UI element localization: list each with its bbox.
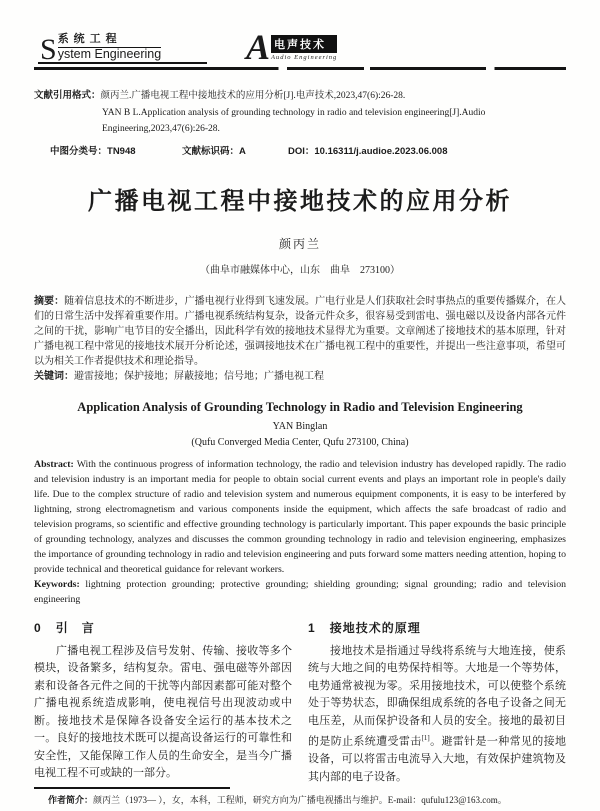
section-number: 0 [34, 620, 42, 635]
section-number: 1 [308, 620, 316, 635]
column-name [58, 30, 162, 61]
body-columns [34, 617, 566, 787]
citation-cn-text: 颜丙兰.广播电视工程中接地技术的应用分析[J].电声技术,2023,47(6):26-28. [100, 91, 406, 101]
header-divider [34, 67, 566, 70]
journal-name-en: Audio Engineering [271, 54, 338, 61]
section-title: 引 言 [55, 620, 95, 635]
document-code-label: 文献标识码： [182, 145, 240, 157]
journal-name [271, 35, 337, 61]
paper-title-cn: 广播电视工程中接地技术的应用分析 [88, 187, 512, 215]
doi [288, 143, 448, 157]
abstract-en-label: Abstract: [34, 458, 77, 470]
section-title: 接地技术的原理 [329, 620, 421, 635]
affiliation-en: (Qufu Converged Media Center, Qufu 273100, China) [191, 436, 409, 448]
abstract-cn [34, 294, 566, 369]
classification-row [34, 143, 566, 157]
journal-logo-letter-icon: A [246, 27, 269, 68]
section-paragraph: 广播电视工程涉及信号发射、传输、接收等多个模块，设备繁多，结构复杂。雷电、强电磁等外部因素和设备各元件之间的干扰等内部因素都可能对整个广播电视系统造成影响，使电视信号出现波动或中断。接地技术是保障各设备安全运行的基本技术之一。良好的接地技术既可以提高设备运行的可靠性和安全性，又能保障工作人员的生命安全，是当今广播电视工程不可或缺的一部分。 [34, 644, 292, 779]
column-brand [38, 30, 207, 64]
doi-label: DOI： [288, 145, 315, 157]
footnote-text [34, 793, 566, 806]
paper-title-en: Application Analysis of Grounding Technology in Radio and Television Engineering [77, 399, 523, 414]
section-heading-0 [34, 619, 292, 636]
keywords-cn-label: 关键词： [34, 370, 74, 382]
footnote-body: 颜丙兰（1973— ），女，本科，工程师，研究方向为广播电视播出与维护。E-mail：qufulu123@163.com。 [93, 795, 507, 805]
section-text: 接地技术是指通过导线将系统与大地连接，使系统与大地之间的电势保持相等。大地是一个等势体，电势通常被视为零。采用接地技术，可以使整个系统处于等势状态，即确保组成系统的各电子设备之间无电压差，从而保护设备和人员的安全。接地的最初目的是防止系统遭受雷击 [308, 644, 566, 748]
abstract-cn-label: 摘要： [34, 295, 65, 307]
clc-number [50, 143, 182, 157]
journal-name-cn: 电声技术 [271, 35, 337, 53]
doi-value: 10.16311/j.audioe.2023.06.008 [314, 145, 448, 157]
clc-label: 中图分类号： [50, 145, 108, 157]
author-cn: 颜丙兰 [278, 236, 321, 251]
clc-value: TN948 [107, 145, 136, 157]
column-initial-letter: S [40, 32, 57, 66]
abstract-en [34, 457, 566, 577]
column-name-cn: 系统工程 [58, 30, 162, 48]
left-column [34, 617, 292, 787]
column-name-en: ystem Engineering [57, 46, 162, 61]
citation-block [34, 88, 566, 138]
keywords-cn-text: 避雷接地；保护接地；屏蔽接地；信号地；广播电视工程 [74, 370, 324, 382]
journal-header [34, 20, 566, 68]
affiliation-cn: （曲阜市融媒体中心，山东 曲阜 273100） [200, 264, 400, 276]
footnote-label: 作者简介： [48, 795, 94, 805]
abstract-cn-text: 随着信息技术的不断进步，广播电视行业得到飞速发展。广电行业是人们获取社会时事热点的重要传播媒介，在人们的日常生活中发挥着重要作用。广播电视系统结构复杂，设备元件众多，很容易受到雷电、强电磁以及设备内部各元件之间的干扰，影响广电节目的安全播出，因此科学有效的接地技术显得尤为重要。文章阐述了接地技术的基本原理，针对广播电视工程中常见的接地技术展开分析论述，强调接地技术在广播电视工程中的重要性，并提出一些注意事项，希望可以为相关工作者提供技术和理论指导。 [34, 295, 567, 367]
keywords-cn [34, 369, 566, 384]
citation-format-label: 文献引用格式： [34, 90, 101, 101]
author-en: YAN Binglan [272, 420, 328, 432]
document-code-value: A [239, 145, 246, 157]
keywords-en-text: lightning protection grounding; protective grounding; shielding grounding; signal grounding; radio and television engineering [34, 578, 566, 605]
section-paragraph [308, 643, 566, 787]
citation-en: YAN B L.Application analysis of grounding technology in radio and television engineering[J].Audio Engineering,2023,47(6):26-28. [102, 107, 486, 134]
right-column [308, 617, 566, 787]
journal-logo [246, 27, 338, 68]
section-text: 。避雷针是一种常见的接地设备，可以将雷击电流导入大地，有效保护建筑物及其内部的电子设备。 [308, 735, 567, 783]
reference-marker: [1] [421, 734, 430, 742]
citation-cn [34, 88, 566, 105]
document-code [182, 143, 288, 157]
abstract-en-text: With the continuous progress of information technology, the radio and television industry has developed rapidly. The radio and television industry is an important media for people to obtain social current events and plays an important role in people's daily life. Due to the complex structure of radio and television system and numerous equipment components, it is easy to be interfered by lightning, strong electromagnetism and various components inside the equipment, which affects the safe broadcast of radio and television programs, so scientific and effective grounding technology is particularly important. This paper expounds the basic principle of grounding technology, analyzes and discusses the common grounding technology in radio and television engineering, emphasizes the importance of grounding technology in radio and television engineering and puts forward some matters needing attention, hoping to provide technical and theoretical guidance for relevant workers. [34, 458, 567, 575]
keywords-en-label: Keywords: [34, 578, 86, 590]
section-heading-1 [308, 619, 566, 636]
footnote-divider [34, 787, 230, 789]
author-footnote [34, 787, 566, 806]
keywords-en [34, 577, 566, 607]
